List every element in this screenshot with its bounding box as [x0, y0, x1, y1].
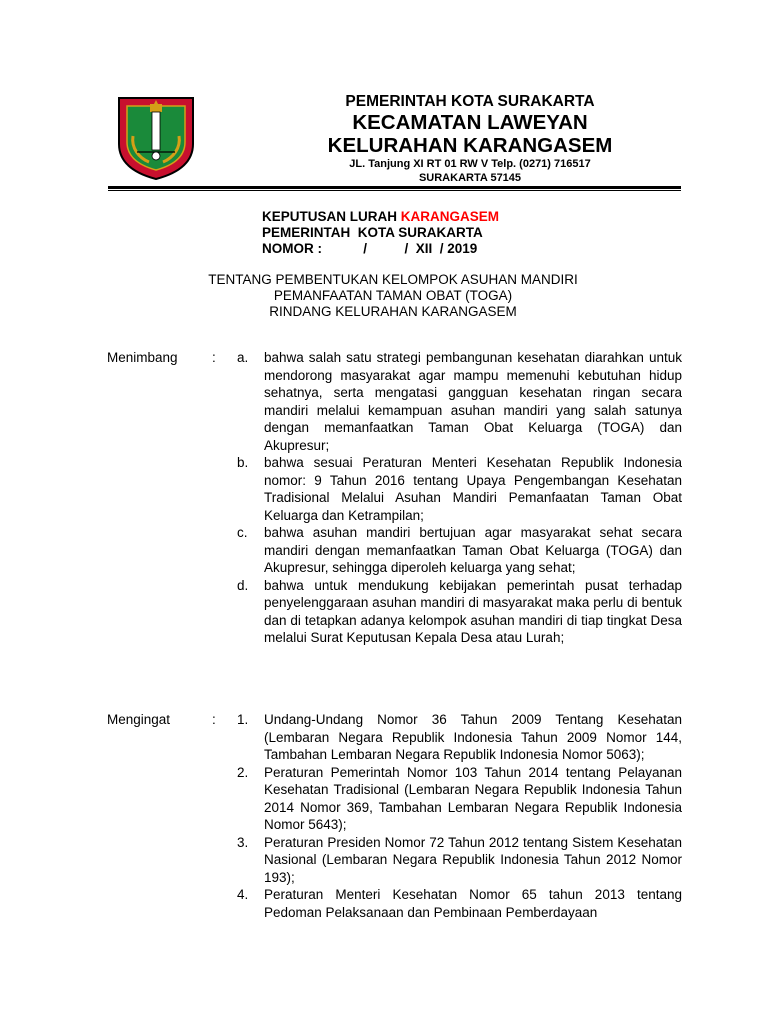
- decree-subject: [150, 272, 636, 320]
- list-item: [107, 577, 682, 647]
- list-item: [107, 349, 682, 454]
- list-item: [107, 764, 682, 834]
- item-marker: 4.: [237, 887, 249, 902]
- decree-title-highlight: KARANGASEM: [400, 209, 500, 224]
- item-text: Peraturan Menteri Kesehatan Nomor 65 tahun 2013 tentang Pedoman Pelaksanaan dan Pembinaan Pemberdayaan: [264, 887, 682, 920]
- item-text: Undang-Undang Nomor 36 Tahun 2009 Tentang Kesehatan (Lembaran Negara Republik Indonesia Tahun 2009 Nomor 144, Tambahan Lembaran Negara Republik Indonesia Nomor 5063);: [264, 712, 682, 762]
- district-name: KECAMATAN LAWEYAN: [352, 111, 588, 134]
- item-text: Peraturan Pemerintah Nomor 103 Tahun 2014 tentang Pelayanan Kesehatan Tradisional (Lembaran Negara Republik Indonesia Tahun 2014 Nomor 369, Tambahan Lembaran Negara Republik Indonesia Nomor 5643);: [264, 764, 682, 832]
- letterhead: [250, 93, 690, 185]
- considering-list: [107, 349, 682, 647]
- list-item: [107, 886, 682, 921]
- considering-label: Menimbang: [107, 350, 178, 365]
- item-marker: 3.: [237, 834, 249, 850]
- item-marker: 2.: [237, 764, 249, 780]
- letterhead-divider-thick: [108, 186, 681, 189]
- considering-colon: :: [212, 350, 216, 365]
- letterhead-divider-thin: [108, 190, 681, 191]
- government-name: PEMERINTAH KOTA SURAKARTA: [345, 93, 595, 110]
- subject-line-3: RINDANG KELURAHAN KARANGASEM: [269, 304, 517, 319]
- item-text: bahwa salah satu strategi pembangunan kesehatan diarahkan untuk mendorong masyarakat agar mampu memenuhi kebutuhan hidup sehatnya, serta mengatasi gangguan kesehatan ringan secara mandiri melalui kemampuan asuhan mandiri yang salah satunya dengan memanfaatkan Taman Obat Keluarga (TOGA) dan Akupresur;: [264, 350, 682, 453]
- remembering-list: [107, 711, 682, 921]
- item-text: bahwa sesuai Peraturan Menteri Kesehatan Republik Indonesia nomor: 9 Tahun 2016 tentang Upaya Pengembangan Kesehatan Tradisional Melalui Asuhan Mandiri Pemanfaatan Taman Obat Keluarga dan Ketrampilan;: [264, 455, 682, 523]
- city-postcode: SURAKARTA 57145: [418, 172, 522, 184]
- decree-title-prefix: KEPUTUSAN LURAH: [262, 209, 401, 224]
- remembering-colon: :: [212, 712, 216, 727]
- list-item: [107, 834, 682, 887]
- item-marker: a.: [237, 350, 249, 365]
- remembering-label: Mengingat: [107, 712, 171, 727]
- decree-issuer: PEMERINTAH KOTA SURAKARTA: [262, 225, 483, 240]
- item-text: bahwa asuhan mandiri bertujuan agar masyarakat sehat secara mandiri dengan memanfaatkan Taman Obat Keluarga (TOGA) dan Akupresur, sehingga diperoleh keluarga yang sehat;: [264, 525, 682, 575]
- subdistrict-name: KELURAHAN KARANGASEM: [327, 134, 613, 157]
- list-item: [107, 454, 682, 524]
- subject-line-2: PEMANFAATAN TAMAN OBAT (TOGA): [273, 288, 513, 303]
- list-item: [107, 711, 682, 764]
- address-line: JL. Tanjung XI RT 01 RW V Telp. (0271) 716517: [349, 158, 591, 170]
- subject-line-1: TENTANG PEMBENTUKAN KELOMPOK ASUHAN MANDIRI: [208, 272, 578, 287]
- decree-number: NOMOR : / / XII / 2019: [262, 241, 478, 256]
- item-marker: d.: [237, 577, 249, 593]
- item-text: Peraturan Presiden Nomor 72 Tahun 2012 tentang Sistem Kesehatan Nasional (Lembaran Negara Republik Indonesia Tahun 2012 Nomor 193);: [264, 834, 682, 885]
- item-marker: b.: [237, 455, 249, 470]
- item-text: bahwa untuk mendukung kebijakan pemerintah pusat terhadap penyelenggaraan asuhan mandiri di masyarakat maka perlu di bentuk dan di tetapkan adanya kelompok asuhan mandiri di tiap tingkat Desa melalui Surat Keputusan Kepala Desa atau Lurah;: [264, 577, 682, 645]
- decree-title-block: [262, 209, 499, 257]
- item-marker: 1.: [237, 712, 249, 727]
- list-item: [107, 524, 682, 577]
- decree-title: [262, 209, 499, 225]
- city-crest-logo: [117, 96, 195, 180]
- item-marker: c.: [237, 525, 248, 540]
